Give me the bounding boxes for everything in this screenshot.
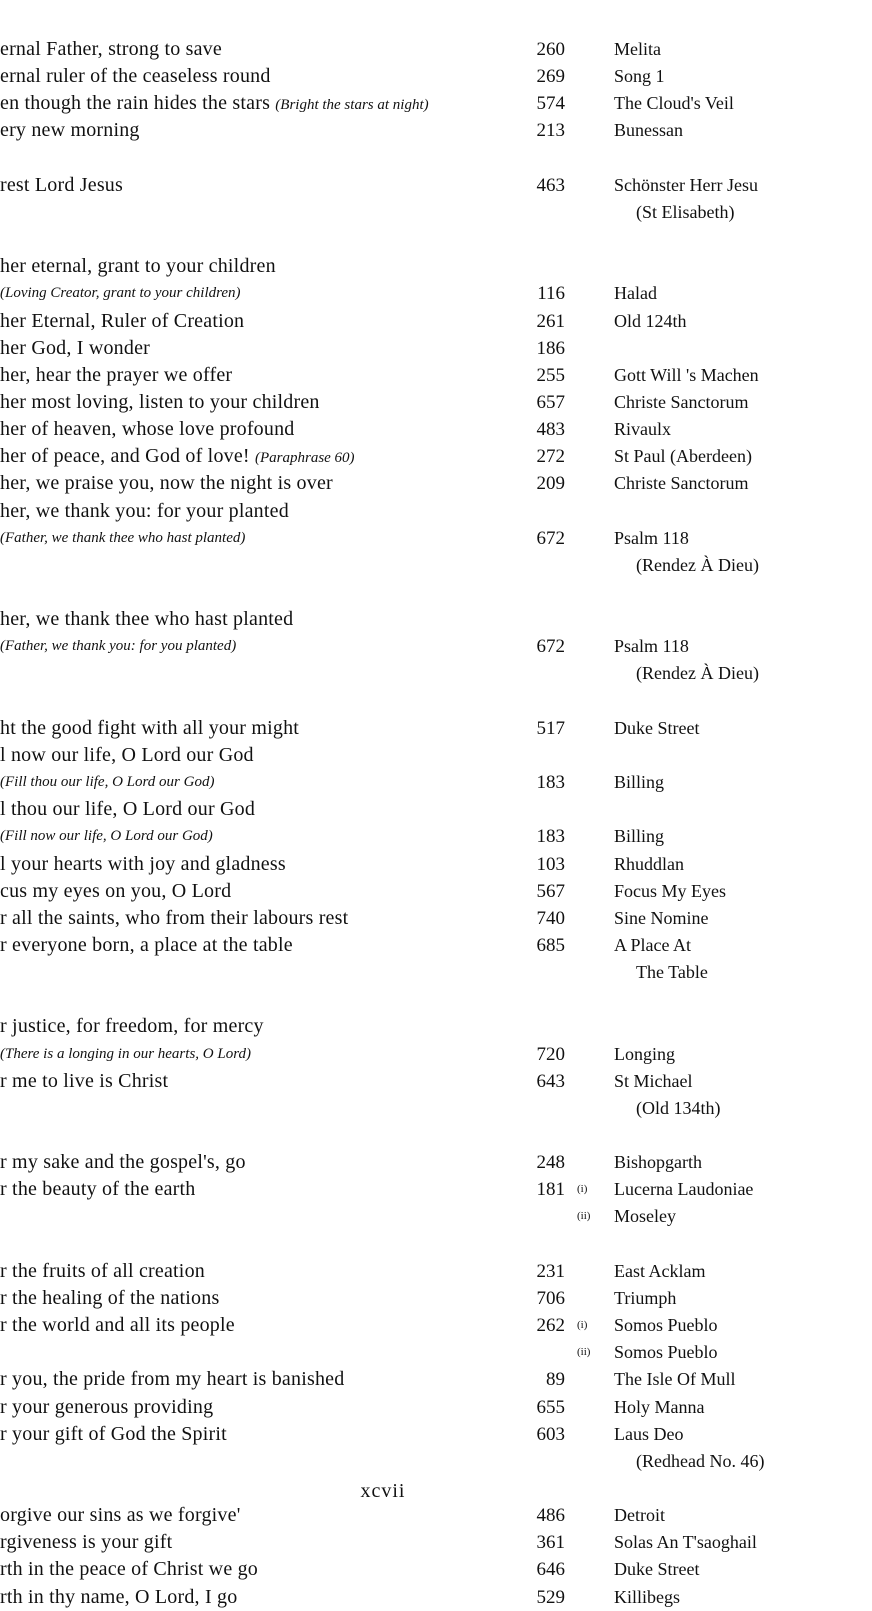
first-line-text: cus my eyes on you, O Lord — [0, 879, 232, 902]
first-line — [0, 90, 429, 119]
first-line — [0, 525, 245, 552]
tune-name: Billing — [614, 772, 665, 793]
hymn-number: 186 — [536, 337, 565, 359]
first-line-text: l your hearts with joy and gladness — [0, 852, 286, 875]
index-entry — [0, 1285, 872, 1312]
tune-name: Psalm 118 — [614, 527, 689, 548]
hymn-number: 255 — [536, 364, 565, 386]
first-line-text: r the beauty of the earth — [0, 1178, 196, 1201]
first-line-text: her eternal, grant to your children — [0, 255, 276, 278]
first-line — [0, 742, 254, 769]
first-line-text: rth in the peace of Christ we go — [0, 1558, 258, 1581]
first-line — [0, 796, 255, 823]
hymn-number: 260 — [536, 39, 565, 60]
tune-name-continuation: (Old 134th) — [636, 1097, 721, 1118]
index-entry — [0, 280, 872, 307]
hymn-number: 116 — [537, 283, 565, 305]
index-entry — [0, 470, 872, 497]
first-line — [0, 1312, 235, 1339]
first-line — [0, 1529, 172, 1556]
index-entry — [0, 769, 872, 796]
tune-name: Rivaulx — [614, 419, 671, 440]
index-entry-continuation — [0, 552, 872, 579]
first-line — [0, 1149, 246, 1176]
first-line — [0, 633, 236, 660]
first-line-text: ernal ruler of the ceaseless round — [0, 65, 271, 88]
index-entry — [0, 715, 872, 742]
index-entry — [0, 796, 872, 823]
tune-name: Rhuddlan — [614, 853, 684, 874]
tune-name: Song 1 — [614, 66, 665, 87]
index-entry — [0, 1013, 872, 1040]
first-line-text: r the healing of the nations — [0, 1286, 220, 1309]
hymn-number: 685 — [536, 934, 565, 956]
tune-name: St Michael — [614, 1070, 693, 1091]
hymn-number: 603 — [536, 1423, 565, 1445]
index-entry — [0, 1366, 872, 1393]
hymn-number: 483 — [536, 419, 565, 441]
tune-name: The Cloud's Veil — [614, 93, 734, 114]
hymn-number: 213 — [536, 120, 565, 142]
hymn-number: 183 — [536, 826, 565, 848]
tune-name-continuation: (Rendez À Dieu) — [636, 663, 759, 684]
tune-name: Longing — [614, 1043, 675, 1064]
first-line — [0, 715, 299, 742]
index-entry — [0, 1149, 872, 1176]
index-entry — [0, 90, 872, 117]
hymn-number: 657 — [536, 391, 565, 413]
first-line — [0, 1502, 241, 1529]
first-line-text: (Father, we thank thee who hast planted) — [0, 529, 246, 546]
first-line — [0, 172, 123, 199]
tune-name: Lucerna Laudoniae — [614, 1179, 754, 1200]
first-line-text: her most loving, listen to your children — [0, 390, 320, 413]
page-number: xcvii — [360, 1480, 406, 1502]
index-entry — [0, 416, 872, 443]
index-entry — [0, 606, 872, 633]
index-entry — [0, 932, 872, 959]
first-line — [0, 389, 320, 416]
index-entry — [0, 335, 872, 362]
hymn-number: 643 — [536, 1070, 565, 1092]
tune-name: Billing — [614, 826, 665, 847]
first-line-text: her God, I wonder — [0, 336, 151, 359]
first-line-text: ernal Father, strong to save — [0, 38, 222, 60]
hymn-number: 529 — [536, 1586, 565, 1608]
hymn-number: 248 — [536, 1152, 565, 1174]
index-entry — [0, 1068, 872, 1095]
index-entry — [0, 742, 872, 769]
hymn-number: 574 — [536, 93, 565, 115]
tune-name: Solas An T'saoghail — [614, 1532, 757, 1553]
hymn-number: 269 — [536, 66, 565, 88]
tune-name: Bishopgarth — [614, 1152, 702, 1173]
first-line — [0, 1394, 213, 1421]
first-line-text: r all the saints, who from their labours rest — [0, 906, 349, 929]
tune-name: Focus My Eyes — [614, 880, 726, 901]
index-entry — [0, 1339, 872, 1366]
index-entry — [0, 1529, 872, 1556]
tune-name: A Place At — [614, 934, 691, 955]
first-line-text: l thou our life, O Lord our God — [0, 798, 256, 821]
index-entry — [0, 851, 872, 878]
first-line-text: orgive our sins as we forgive' — [0, 1504, 241, 1527]
first-line-note: (Paraphrase 60) — [254, 450, 355, 467]
tune-name: Somos Pueblo — [614, 1315, 718, 1336]
index-entry — [0, 1556, 872, 1583]
hymn-number: 517 — [536, 717, 565, 739]
first-line — [0, 1258, 205, 1285]
first-line — [0, 1041, 251, 1068]
index-entry — [0, 498, 872, 525]
first-line-text: her, we thank thee who hast planted — [0, 608, 294, 631]
first-line-note: (Bright the stars at night) — [275, 97, 429, 114]
first-line-text: (Father, we thank you: for you planted) — [0, 638, 237, 655]
tune-name: Triumph — [614, 1287, 677, 1308]
index-entry — [0, 1203, 872, 1230]
first-line — [0, 308, 244, 335]
tune-name: Killibegs — [614, 1586, 680, 1607]
first-line-text: her of heaven, whose love profound — [0, 418, 295, 441]
index-entry-continuation — [0, 199, 872, 226]
index-entry-continuation — [0, 1448, 872, 1475]
first-line-text: her, we praise you, now the night is over — [0, 472, 333, 495]
index-entry — [0, 1041, 872, 1068]
index-entry — [0, 1584, 872, 1611]
first-line-text: r your generous providing — [0, 1395, 214, 1418]
index-entry — [0, 1312, 872, 1339]
index-entry — [0, 253, 872, 280]
hymn-number: 463 — [536, 174, 565, 196]
first-line — [0, 1013, 264, 1040]
first-line-text: r everyone born, a place at the table — [0, 933, 293, 956]
index-entry — [0, 362, 872, 389]
index-entry — [0, 308, 872, 335]
tune-name-continuation: (Rendez À Dieu) — [636, 554, 759, 575]
hymn-number: 655 — [536, 1396, 565, 1418]
index-entry — [0, 172, 872, 199]
hymn-number: 646 — [536, 1559, 565, 1581]
first-line — [0, 1285, 219, 1312]
index-entry-continuation — [0, 959, 872, 986]
tune-name: Psalm 118 — [614, 636, 689, 657]
index-entry — [0, 633, 872, 660]
first-line-text: en though the rain hides the stars — [0, 92, 271, 115]
hymn-number: 89 — [546, 1369, 565, 1391]
first-line — [0, 470, 333, 497]
first-line-text: her, hear the prayer we offer — [0, 363, 233, 386]
tune-name: Schönster Herr Jesu — [614, 174, 758, 195]
first-line — [0, 851, 286, 878]
first-line — [0, 280, 241, 307]
index-entry — [0, 878, 872, 905]
first-line — [0, 1421, 227, 1448]
index-entry — [0, 389, 872, 416]
hymn-number: 706 — [536, 1287, 565, 1309]
first-line — [0, 878, 231, 905]
first-line-text: (Fill thou our life, O Lord our God) — [0, 774, 215, 791]
first-line-text: (There is a longing in our hearts, O Lord) — [0, 1045, 251, 1062]
hymn-number: 231 — [536, 1260, 565, 1282]
hymn-number: 183 — [536, 772, 565, 794]
tune-name: Christe Sanctorum — [614, 391, 749, 412]
first-line-text: her of peace, and God of love! — [0, 445, 250, 468]
first-line-text: rest Lord Jesus — [0, 173, 123, 196]
tune-name-continuation: The Table — [636, 962, 708, 983]
index-entry-continuation — [0, 1095, 872, 1122]
index-entry — [0, 443, 872, 470]
first-line-text: r the fruits of all creation — [0, 1259, 205, 1282]
tune-name-continuation: (Redhead No. 46) — [636, 1450, 765, 1471]
first-line — [0, 253, 276, 280]
tune-name: Moseley — [614, 1206, 676, 1227]
first-line-text: her, we thank you: for your planted — [0, 499, 289, 522]
tune-name: Laus Deo — [614, 1423, 684, 1444]
hymn-number: 720 — [536, 1043, 565, 1065]
hymn-number: 486 — [536, 1505, 565, 1527]
first-line — [0, 362, 232, 389]
index-entry — [0, 117, 872, 144]
first-line-text: r me to live is Christ — [0, 1069, 169, 1092]
tune-name: Somos Pueblo — [614, 1342, 718, 1363]
tune-name: East Acklam — [614, 1260, 706, 1281]
first-line-text: ery new morning — [0, 119, 140, 142]
index-entry — [0, 63, 872, 90]
hymn-number: 740 — [536, 907, 565, 929]
hymn-number: 672 — [536, 527, 565, 549]
hymn-number: 262 — [536, 1315, 565, 1337]
hymn-number: 361 — [536, 1532, 565, 1554]
first-line — [0, 905, 348, 932]
tune-name: Detroit — [614, 1505, 665, 1526]
tune-name: The Isle Of Mull — [614, 1369, 736, 1390]
tune-name: Holy Manna — [614, 1396, 705, 1417]
index-entry — [0, 1258, 872, 1285]
first-line — [0, 36, 222, 63]
first-line — [0, 498, 289, 525]
first-line-text: (Loving Creator, grant to your children) — [0, 285, 241, 302]
tune-variant: (i) — [577, 1319, 588, 1332]
first-line — [0, 932, 293, 959]
first-line-text: l now our life, O Lord our God — [0, 743, 254, 766]
first-line — [0, 1366, 344, 1393]
first-line — [0, 335, 150, 362]
first-line-text: r you, the pride from my heart is banished — [0, 1368, 345, 1391]
hymn-number: 272 — [536, 446, 565, 468]
first-line-text: r my sake and the gospel's, go — [0, 1151, 246, 1174]
first-line-text: r your gift of God the Spirit — [0, 1422, 227, 1445]
first-line — [0, 769, 214, 796]
first-line-text: r justice, for freedom, for mercy — [0, 1015, 264, 1038]
tune-name-continuation: (St Elisabeth) — [636, 201, 735, 222]
index-entry — [0, 525, 872, 552]
hymn-number: 261 — [536, 310, 565, 332]
tune-name: Halad — [614, 283, 657, 304]
index-entry-continuation — [0, 660, 872, 687]
hymn-number: 567 — [536, 880, 565, 902]
index-entry — [0, 1394, 872, 1421]
first-line — [0, 63, 271, 90]
tune-variant: (ii) — [577, 1346, 591, 1359]
first-line-text: ht the good fight with all your might — [0, 716, 300, 739]
tune-name: Gott Will 's Machen — [614, 364, 759, 385]
index-entry — [0, 36, 872, 63]
tune-variant: (ii) — [577, 1210, 591, 1223]
index-entry — [0, 1421, 872, 1448]
first-line-text: rgiveness is your gift — [0, 1531, 173, 1554]
first-line — [0, 606, 293, 633]
tune-name: Duke Street — [614, 717, 700, 738]
tune-name: Melita — [614, 39, 661, 59]
index-entry — [0, 823, 872, 850]
index-entry — [0, 1176, 872, 1203]
index-entry — [0, 905, 872, 932]
hymn-number: 209 — [536, 473, 565, 495]
hymn-number: 103 — [536, 853, 565, 875]
first-line — [0, 1068, 168, 1095]
first-line — [0, 1584, 237, 1611]
tune-name: Duke Street — [614, 1559, 700, 1580]
index-entry — [0, 1502, 872, 1529]
first-line — [0, 443, 355, 472]
tune-name: Old 124th — [614, 310, 687, 331]
first-line — [0, 1176, 195, 1203]
first-line-text: (Fill now our life, O Lord our God) — [0, 828, 213, 845]
first-line-text: her Eternal, Ruler of Creation — [0, 309, 245, 332]
tune-name: Sine Nomine — [614, 907, 709, 928]
first-line — [0, 823, 213, 850]
hymn-number: 181 — [536, 1179, 565, 1201]
hymn-number: 672 — [536, 636, 565, 658]
tune-name: Christe Sanctorum — [614, 473, 749, 494]
first-line-text: rth in thy name, O Lord, I go — [0, 1585, 238, 1608]
tune-variant: (i) — [577, 1183, 588, 1196]
first-line — [0, 117, 140, 144]
tune-name: Bunessan — [614, 120, 683, 141]
first-line — [0, 1556, 258, 1583]
first-line — [0, 416, 295, 443]
tune-name: St Paul (Aberdeen) — [614, 446, 752, 467]
first-line-text: r the world and all its people — [0, 1314, 235, 1337]
